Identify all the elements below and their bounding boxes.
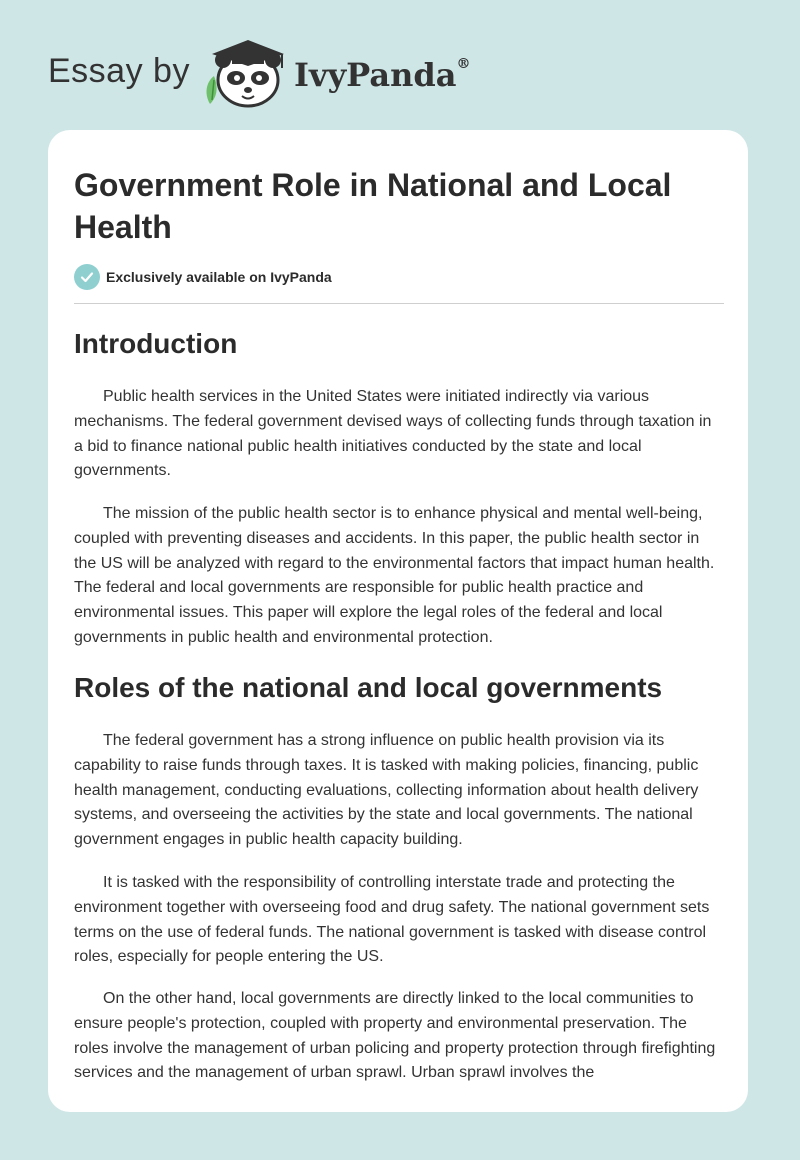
paragraph: The federal government has a strong influence on public health provision via its capability to raise funds through taxes. It is tasked with making policies, financing, public health management, conducting evaluations, collecting information about health delivery systems, and overseeing the activities by the state and local governments. The national government engages in public health capacity building. [74, 732, 699, 849]
check-icon [74, 264, 100, 290]
divider [74, 303, 724, 304]
site-header [48, 30, 752, 110]
section-heading-roles: Roles of the national and local governments [74, 672, 663, 703]
panda-graduate-icon [198, 34, 290, 110]
section-heading-introduction: Introduction [74, 328, 238, 359]
paragraph: Public health services in the United States were initiated indirectly via various mechanisms. The federal government devised ways of collecting funds through taxation in a bid to finance national public health initiatives conducted by the state and local governments. [74, 388, 712, 480]
registered-mark: ® [456, 56, 471, 73]
brand-name: IvyPanda® [294, 56, 471, 94]
paragraph: The mission of the public health sector is to enhance physical and mental well-being, coupled with preventing diseases and accidents. In this paper, the public health sector in the US will be analyzed with regard to the environmental factors that impact human health. The federal and local governments are responsible for public health practice and environmental issues. This paper will explore the legal roles of the federal and local governments in public health and environmental protection. [74, 505, 715, 646]
exclusive-label: Exclusively available on IvyPanda [106, 269, 332, 285]
paragraph: It is tasked with the responsibility of controlling interstate trade and protecting the environment together with overseeing food and drug safety. The national government sets terms on the use of federal funds. The national government is tasked with disease control roles, especially for people entering the US. [74, 874, 710, 966]
page-title: Government Role in National and Local Health [74, 167, 672, 245]
paragraph: On the other hand, local governments are directly linked to the local communities to ensure people's protection, coupled with property and environmental preservation. The roles involve the management of urban policing and property protection through firefighting services and the management of urban sprawl. Urban sprawl involves the [74, 990, 716, 1082]
article-card [48, 130, 748, 1112]
ivypanda-logo[interactable] [198, 34, 498, 110]
exclusive-badge [74, 263, 332, 291]
essay-by-label: Essay by [48, 52, 190, 90]
